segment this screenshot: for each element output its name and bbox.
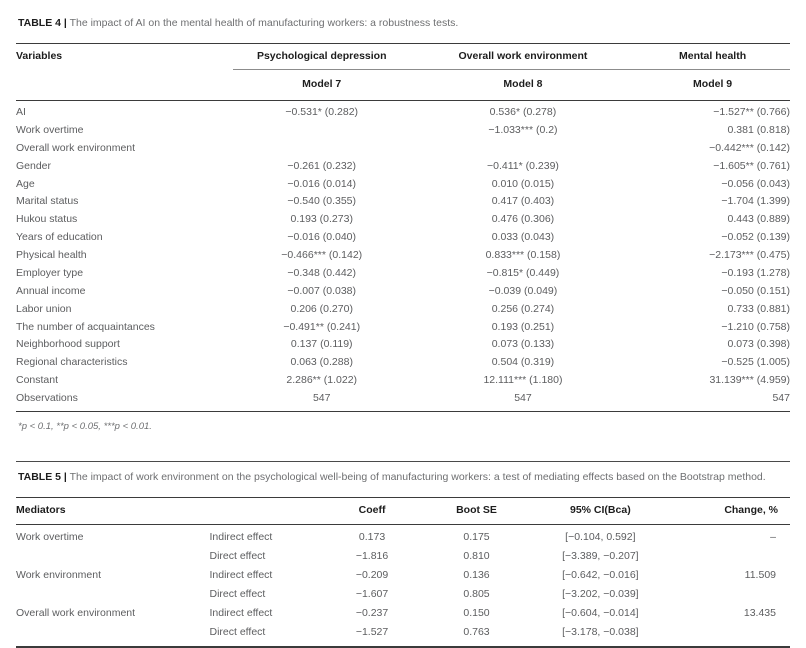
ci-value: [−3.389, −0.207] (562, 550, 639, 563)
model9-value: 0.733 (0.881) (727, 302, 790, 315)
variable-label: The number of acquaintances (16, 320, 155, 333)
ci-value: [−3.202, −0.039] (562, 588, 639, 601)
table5-row (16, 566, 790, 585)
model9-value: 547 (772, 392, 790, 404)
mediator-label: Work environment (16, 569, 102, 582)
coeff-value: −0.237 (355, 607, 389, 620)
table5 (16, 497, 790, 648)
ci-value: [−0.104, 0.592] (565, 531, 636, 543)
table5-caption-text: The impact of work environment on the psychological well-being of manufacturing workers: a test of mediating effects based on the Bootstrap method. (69, 470, 766, 483)
model7-value: 0.137 (0.119) (290, 338, 353, 351)
effect-type-label: Indirect effect (209, 569, 273, 582)
model7-value: −0.466*** (0.142) (281, 249, 363, 261)
table4 (16, 43, 790, 412)
model9-value: 0.443 (0.889) (727, 213, 790, 226)
model8-value: 0.193 (0.251) (491, 320, 555, 333)
table4-group-header-row (16, 44, 790, 70)
table4-model9-header: Model 9 (635, 69, 790, 101)
model7-value: −0.261 (0.232) (287, 159, 357, 172)
model7-value: 0.063 (0.288) (290, 356, 353, 369)
model8-value: 0.476 (0.306) (491, 213, 555, 226)
table4-model-header-row (16, 69, 790, 101)
model9-value: −1.605** (0.761) (713, 159, 790, 172)
coeff-value: −1.527 (355, 626, 389, 639)
model8-value (411, 140, 635, 158)
model9-value: −1.704 (1.399) (721, 195, 790, 208)
model8-value: −0.815* (0.449) (486, 266, 560, 279)
change-value: 13.435 (743, 607, 776, 620)
table5-mediators-header: Mediators (16, 497, 210, 525)
boot-se-value: 0.805 (463, 588, 490, 601)
model8-value: 0.536* (0.278) (489, 106, 557, 118)
table4-row (16, 157, 790, 175)
coeff-value: 0.173 (358, 531, 386, 543)
table4-row (16, 354, 790, 372)
model7-value: −0.016 (0.014) (287, 177, 357, 190)
table4-caption (18, 17, 788, 30)
table4-row (16, 318, 790, 336)
mediator-label: Work overtime (16, 531, 84, 543)
boot-se-value: 0.150 (463, 607, 490, 620)
model8-value: 0.033 (0.043) (491, 231, 555, 244)
model7-value: 0.206 (0.270) (290, 302, 353, 315)
table4-row (16, 140, 790, 158)
table5-row (16, 525, 790, 548)
model7-value: −0.531* (0.282) (285, 106, 359, 118)
table4-caption-text: The impact of AI on the mental health of manufacturing workers: a robustness tests. (69, 17, 459, 29)
boot-se-value: 0.136 (463, 569, 490, 582)
table4-row (16, 101, 790, 122)
model9-value: −1.527** (0.766) (713, 106, 790, 118)
table4-model7-header: Model 7 (233, 69, 411, 101)
model9-value: 31.139*** (4.959) (709, 374, 790, 387)
model7-value: −0.491** (0.241) (283, 320, 361, 333)
table4-row (16, 193, 790, 211)
table4-row (16, 390, 790, 411)
model9-value: −1.210 (0.758) (721, 320, 790, 333)
variable-label: Years of education (16, 231, 103, 244)
effect-type-label: Direct effect (209, 550, 266, 563)
model8-value: 12.111*** (1.180) (483, 374, 563, 387)
table5-boot-se-header: Boot SE (418, 497, 534, 525)
variable-label: AI (16, 106, 26, 118)
table4-footnote: *p < 0.1, **p < 0.05, ***p < 0.01. (18, 420, 152, 432)
table4-model-header-empty (16, 69, 233, 101)
variable-label: Hukou status (16, 213, 78, 226)
table4-group-mental-health: Mental health (635, 44, 790, 70)
model8-value: −0.039 (0.049) (488, 284, 558, 297)
table5-change-header: Change, % (666, 497, 790, 525)
mediator-label (16, 624, 210, 647)
table5-row (16, 585, 790, 604)
change-value: 11.509 (744, 569, 776, 582)
section-divider-rule (16, 461, 790, 462)
model7-value: −0.007 (0.038) (287, 284, 357, 297)
boot-se-value: 0.810 (463, 550, 490, 563)
model8-value: 0.504 (0.319) (491, 356, 555, 369)
mediator-label (16, 547, 210, 566)
model8-value: 0.010 (0.015) (491, 177, 555, 190)
table5-ci-header: 95% CI(Bca) (535, 497, 667, 525)
table5-caption (18, 471, 788, 484)
variable-label: Annual income (16, 284, 86, 297)
change-value: – (770, 531, 776, 543)
table5-label: TABLE 5 | (18, 470, 67, 483)
change-value (666, 585, 790, 604)
model9-value: −0.442*** (0.142) (709, 141, 790, 154)
variable-label: Work overtime (16, 123, 84, 136)
model9-value: 0.073 (0.398) (727, 338, 790, 351)
table4-label: TABLE 4 | (18, 17, 67, 29)
table4-group-overall-work-env: Overall work environment (411, 44, 635, 70)
model8-value: 0.417 (0.403) (491, 195, 555, 208)
variable-label: Overall work environment (16, 141, 136, 154)
model9-value: 0.381 (0.818) (727, 123, 790, 136)
ci-value: [−3.178, −0.038] (562, 626, 639, 639)
mediator-label: Overall work environment (16, 607, 136, 620)
effect-type-label: Direct effect (209, 588, 266, 601)
change-value (666, 547, 790, 566)
table4-row (16, 211, 790, 229)
model9-value: −0.056 (0.043) (721, 177, 790, 190)
variable-label: Gender (16, 159, 52, 172)
model9-value: −0.052 (0.139) (721, 231, 790, 244)
variable-label: Employer type (16, 266, 84, 279)
table4-row (16, 122, 790, 140)
variable-label: Age (16, 177, 35, 190)
table4-group-psych-depression: Psychological depression (233, 44, 411, 70)
model8-value: 0.833*** (0.158) (485, 249, 561, 261)
variable-label: Labor union (16, 302, 72, 315)
model7-value: −0.348 (0.442) (287, 266, 357, 279)
table4-row (16, 336, 790, 354)
table5-row (16, 605, 790, 624)
effect-type-label: Indirect effect (209, 607, 273, 620)
model9-value: −0.050 (0.151) (721, 284, 790, 297)
table4-row (16, 372, 790, 390)
model7-value: 547 (312, 392, 331, 404)
model8-value: −1.033*** (0.2) (488, 123, 558, 136)
model8-value: 0.256 (0.274) (491, 302, 555, 315)
variable-label: Neighborhood support (16, 338, 120, 351)
table5-header-row (16, 497, 790, 525)
coeff-value: −0.209 (355, 569, 389, 582)
model7-value (233, 122, 411, 140)
model7-value: −0.016 (0.040) (287, 231, 357, 244)
table4-section (16, 17, 790, 462)
model8-value: 0.073 (0.133) (491, 338, 555, 351)
table4-row (16, 229, 790, 247)
ci-value: [−0.642, −0.016] (562, 569, 639, 582)
variable-label: Regional characteristics (16, 356, 128, 369)
model7-value (233, 140, 411, 158)
coeff-value: −1.607 (355, 588, 389, 601)
table4-row (16, 283, 790, 301)
model9-value: −0.525 (1.005) (721, 356, 790, 369)
model7-value: −0.540 (0.355) (287, 195, 357, 208)
ci-value: [−0.604, −0.014] (562, 607, 639, 620)
table5-effect-header-empty (210, 497, 326, 525)
boot-se-value: 0.763 (463, 626, 490, 639)
variable-label: Physical health (16, 249, 87, 261)
model7-value: 2.286** (1.022) (286, 374, 358, 387)
effect-type-label: Direct effect (209, 626, 266, 639)
model7-value: 0.193 (0.273) (290, 213, 353, 226)
model8-value: −0.411* (0.239) (487, 159, 559, 172)
model8-value: 547 (514, 392, 532, 404)
table4-row (16, 247, 790, 265)
effect-type-label: Indirect effect (209, 531, 273, 543)
table4-variables-header: Variables (16, 50, 63, 63)
model9-value: −0.193 (1.278) (721, 266, 790, 279)
mediator-label (16, 585, 210, 604)
table4-model8-header: Model 8 (411, 69, 635, 101)
table5-coeff-header: Coeff (326, 497, 419, 525)
table5-row (16, 547, 790, 566)
table5-section (16, 471, 790, 648)
table4-row (16, 175, 790, 193)
variable-label: Observations (16, 392, 78, 404)
table5-row (16, 624, 790, 647)
variable-label: Constant (16, 374, 59, 387)
table4-row (16, 300, 790, 318)
model9-value: −2.173*** (0.475) (709, 249, 790, 261)
change-value (666, 624, 790, 647)
coeff-value: −1.816 (355, 550, 389, 563)
variable-label: Marital status (16, 195, 79, 208)
boot-se-value: 0.175 (463, 531, 490, 543)
table4-row (16, 265, 790, 283)
